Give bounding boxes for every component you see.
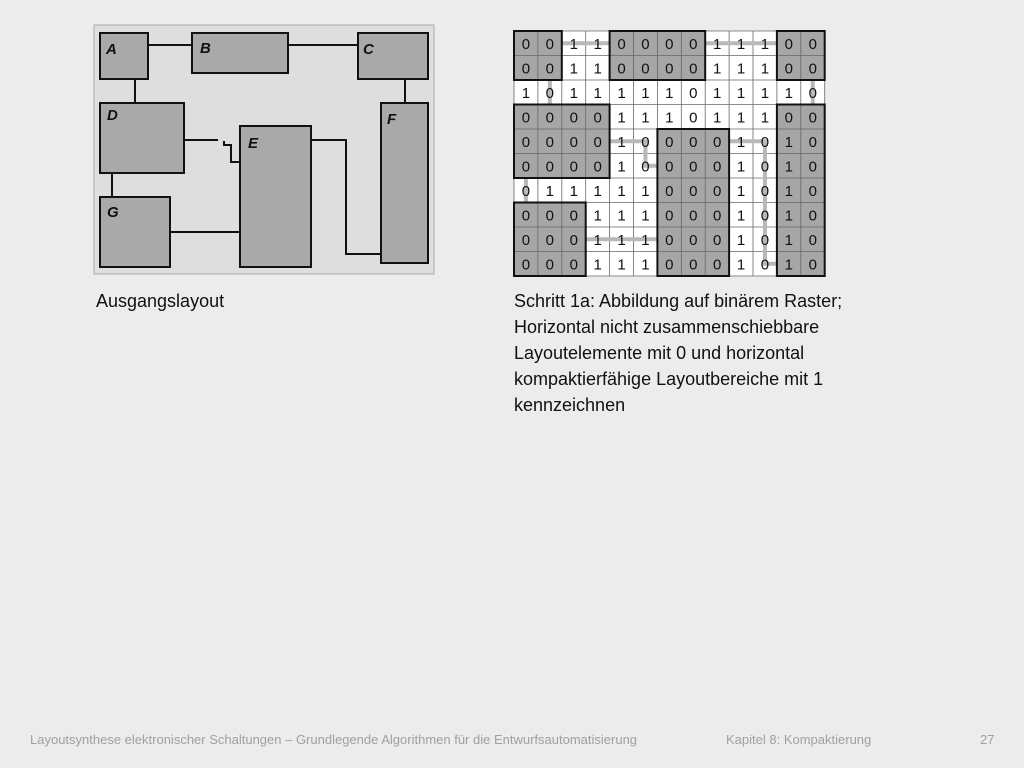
grid-cell-value: 1 — [617, 133, 626, 151]
grid-cell-value: 1 — [736, 60, 746, 78]
grid-cell-value: 0 — [784, 109, 794, 127]
grid-cell-value: 0 — [689, 133, 698, 151]
grid-cell-value: 0 — [689, 231, 698, 249]
grid-cell-value: 1 — [593, 182, 602, 200]
grid-cell-value: 0 — [665, 158, 674, 176]
grid-cell-value: 0 — [784, 35, 794, 53]
grid-cell-value: 1 — [617, 182, 626, 200]
grid-cell-value: 0 — [808, 158, 817, 176]
grid-cell-value: 1 — [712, 60, 722, 78]
grid-cell-value: 1 — [760, 109, 770, 127]
grid-cell-value: 1 — [617, 158, 626, 176]
grid-cell-value: 1 — [665, 109, 674, 127]
grid-cell-value: 0 — [521, 231, 531, 249]
grid-cell-value: 0 — [712, 182, 722, 200]
grid-cell-value: 0 — [545, 133, 555, 151]
grid-cell-value: 0 — [545, 84, 555, 102]
grid-cell-value: 0 — [641, 133, 650, 151]
binary-grid — [0, 0, 1024, 300]
grid-cell-value: 0 — [689, 207, 698, 225]
grid-cell-value: 1 — [641, 109, 650, 127]
grid-cell-value: 0 — [808, 35, 817, 53]
grid-cell-value: 1 — [784, 182, 794, 200]
grid-cell-value: 0 — [521, 35, 531, 53]
grid-cell-value: 0 — [689, 109, 698, 127]
grid-cell-value: 0 — [808, 133, 817, 151]
grid-cell-value: 0 — [760, 158, 770, 176]
grid-cell-value: 1 — [617, 207, 626, 225]
grid-cell-value: 0 — [808, 60, 817, 78]
grid-cell-value: 0 — [808, 84, 817, 102]
grid-cell-value: 0 — [545, 158, 555, 176]
grid-cell-value: 0 — [665, 60, 674, 78]
footer-course-title: Layoutsynthese elektronischer Schaltungen – Grundlegende Algorithmen für die Entwurfsautomatisierung — [30, 732, 638, 747]
block-d-label: D — [107, 107, 118, 124]
grid-caption-line: Schritt 1a: Abbildung auf binärem Raster; — [514, 291, 843, 311]
grid-cell-value: 0 — [569, 256, 578, 274]
block-b-label: B — [200, 40, 211, 57]
grid-cell-value: 0 — [521, 158, 531, 176]
grid-cell-value: 1 — [641, 231, 650, 249]
layout-caption: Ausgangslayout — [96, 291, 225, 311]
grid-cell-value: 1 — [736, 109, 746, 127]
grid-cell-value: 1 — [736, 182, 746, 200]
grid-cell-value: 0 — [689, 84, 698, 102]
grid-cell-value: 0 — [808, 256, 817, 274]
grid-cell-value: 1 — [545, 182, 555, 200]
grid-cell-value: 0 — [760, 231, 770, 249]
grid-cell-value: 0 — [689, 256, 698, 274]
grid-cell-value: 1 — [784, 133, 794, 151]
grid-caption — [514, 288, 934, 418]
grid-cell-value: 0 — [617, 35, 626, 53]
grid-cell-value: 1 — [760, 84, 770, 102]
grid-cell-value: 0 — [784, 60, 794, 78]
grid-cell-value: 0 — [545, 35, 555, 53]
grid-cell-value: 0 — [689, 158, 698, 176]
grid-caption-line: Layoutelemente mit 0 und horizontal — [514, 343, 805, 363]
grid-cell-value: 1 — [593, 231, 602, 249]
grid-cell-value: 1 — [784, 231, 794, 249]
grid-cell-value: 0 — [569, 207, 578, 225]
footer-page-number: 27 — [980, 732, 995, 747]
grid-cell-value: 0 — [545, 207, 555, 225]
grid-cell-value: 0 — [665, 133, 674, 151]
grid-caption-line: kennzeichnen — [514, 395, 626, 415]
grid-cell-value: 0 — [569, 133, 578, 151]
grid-cell-value: 0 — [641, 60, 650, 78]
grid-cell-value: 0 — [712, 231, 722, 249]
grid-cell-value: 1 — [569, 35, 578, 53]
grid-cell-value: 0 — [808, 109, 817, 127]
grid-cell-value: 1 — [784, 158, 794, 176]
grid-cell-value: 1 — [521, 84, 531, 102]
grid-cell-value: 1 — [712, 35, 722, 53]
grid-cell-value: 1 — [736, 256, 746, 274]
grid-cell-value: 0 — [712, 158, 722, 176]
block-f-label: F — [387, 111, 397, 128]
grid-cell-value: 0 — [712, 256, 722, 274]
grid-cell-value: 0 — [593, 133, 602, 151]
grid-cell-value: 1 — [665, 84, 674, 102]
grid-cell-value: 1 — [712, 84, 722, 102]
grid-cell-value: 1 — [736, 158, 746, 176]
grid-cell-value: 1 — [617, 109, 626, 127]
block-e-label: E — [248, 135, 259, 152]
grid-cell-value: 0 — [712, 207, 722, 225]
footer-chapter: Kapitel 8: Kompaktierung — [726, 732, 872, 747]
grid-cell-value: 1 — [760, 60, 770, 78]
grid-cell-value: 1 — [784, 256, 794, 274]
grid-cell-value: 1 — [593, 35, 602, 53]
grid-cell-value: 1 — [569, 60, 578, 78]
grid-cell-value: 1 — [593, 256, 602, 274]
grid-cell-value: 1 — [712, 109, 722, 127]
block-g-label: G — [107, 204, 119, 221]
grid-cell-value: 0 — [521, 133, 531, 151]
grid-cell-value: 0 — [665, 182, 674, 200]
grid-caption-line: kompaktierfähige Layoutbereiche mit 1 — [514, 369, 824, 389]
grid-cell-value: 0 — [808, 207, 817, 225]
grid-cell-value: 1 — [784, 84, 794, 102]
grid-cell-value: 0 — [808, 231, 817, 249]
grid-cell-value: 1 — [641, 84, 650, 102]
grid-cell-value: 1 — [641, 182, 650, 200]
grid-cell-value: 0 — [545, 109, 555, 127]
grid-cell-value: 0 — [641, 158, 650, 176]
grid-cell-value: 0 — [569, 158, 578, 176]
grid-cell-value: 1 — [784, 207, 794, 225]
grid-cell-value: 0 — [521, 256, 531, 274]
grid-cell-value: 0 — [593, 158, 602, 176]
grid-cell-value: 0 — [521, 207, 531, 225]
grid-cell-value: 0 — [569, 231, 578, 249]
grid-cell-value: 1 — [736, 231, 746, 249]
grid-cell-value: 1 — [736, 133, 746, 151]
grid-cell-value: 0 — [665, 256, 674, 274]
grid-cell-value: 0 — [808, 182, 817, 200]
grid-caption-line: Horizontal nicht zusammenschiebbare — [514, 317, 820, 337]
grid-cell-value: 0 — [665, 207, 674, 225]
grid-cell-value: 1 — [736, 35, 746, 53]
grid-cell-value: 1 — [641, 256, 650, 274]
grid-cell-value: 1 — [736, 84, 746, 102]
grid-cell-value: 0 — [689, 60, 698, 78]
grid-cell-value: 1 — [736, 207, 746, 225]
grid-cell-value: 0 — [545, 256, 555, 274]
grid-cell-value: 0 — [521, 60, 531, 78]
grid-cell-value: 1 — [593, 60, 602, 78]
grid-cell-value: 1 — [641, 207, 650, 225]
grid-cell-value: 0 — [593, 109, 602, 127]
grid-cell-value: 1 — [593, 207, 602, 225]
grid-cell-value: 0 — [545, 231, 555, 249]
grid-cell-value: 0 — [689, 35, 698, 53]
grid-cell-value: 0 — [641, 35, 650, 53]
grid-cell-value: 1 — [569, 84, 578, 102]
grid-cell-value: 1 — [617, 256, 626, 274]
grid-cell-value: 0 — [569, 109, 578, 127]
grid-cell-value: 1 — [617, 84, 626, 102]
grid-cell-value: 0 — [760, 133, 770, 151]
grid-cell-value: 0 — [760, 207, 770, 225]
grid-cell-value: 0 — [665, 231, 674, 249]
grid-cell-value: 0 — [617, 60, 626, 78]
grid-cell-value: 0 — [665, 35, 674, 53]
block-a-label: A — [106, 41, 117, 58]
grid-cell-value: 0 — [689, 182, 698, 200]
grid-cell-value: 0 — [760, 182, 770, 200]
grid-cell-value: 1 — [593, 84, 602, 102]
grid-cell-value: 0 — [545, 60, 555, 78]
block-c-label: C — [363, 41, 374, 58]
grid-cell-value: 0 — [521, 182, 531, 200]
grid-cell-value: 0 — [712, 133, 722, 151]
grid-cell-value: 0 — [521, 109, 531, 127]
grid-cell-value: 1 — [569, 182, 578, 200]
grid-cell-value: 1 — [617, 231, 626, 249]
grid-cell-value: 1 — [760, 35, 770, 53]
grid-cell-value: 0 — [760, 256, 770, 274]
